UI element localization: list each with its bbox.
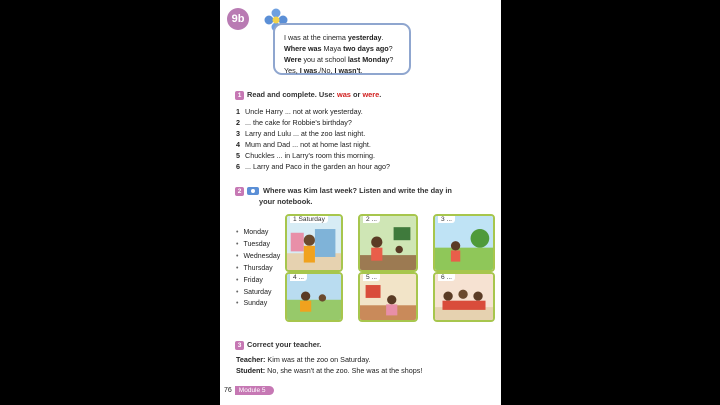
list-item: • Wednesday: [236, 252, 281, 260]
picture-1: 1 Saturday: [285, 214, 343, 272]
picture-4: 4 ...: [285, 272, 343, 322]
exercise-1-list: [236, 106, 390, 172]
list-item: • Tuesday: [236, 240, 271, 248]
school-scene-illustration: [360, 216, 416, 270]
park-scene-illustration: [435, 216, 493, 270]
list-item: 1 Uncle Harry ... not at work yesterday.: [236, 107, 363, 116]
teacher-line: Teacher: Kim was at the zoo on Saturday.: [236, 355, 371, 364]
exercise-2-title: 2 Where was Kim last week? Listen and write the day in your notebook.: [235, 186, 452, 207]
grammar-line-2: Where was Maya two days ago?: [284, 44, 393, 53]
list-item: • Monday: [236, 229, 269, 236]
dialogue: [236, 354, 422, 376]
page-footer: [224, 386, 274, 395]
audio-cd-icon: [247, 187, 259, 195]
module-label: Module 5: [235, 386, 274, 395]
lesson-badge: 9b: [227, 8, 249, 30]
exercise-1-title: 1 Read and complete. Use: was or were.: [235, 90, 381, 100]
picture-3: 3 ...: [433, 214, 495, 272]
picture-6: 6 ...: [433, 272, 495, 322]
days-list: [236, 227, 280, 310]
list-item: • Sunday: [236, 300, 268, 308]
grammar-line-4: Yes, I was./No, I wasn't.: [284, 66, 363, 75]
list-item: 3 Larry and Lulu ... at the zoo last night.: [236, 129, 366, 138]
list-item: 4 Mum and Dad ... not at home last night.: [236, 140, 371, 149]
list-item: 2 ... the cake for Robbie's birthday?: [236, 118, 352, 127]
page-number: 76: [224, 387, 232, 394]
grammar-line-1: I was at the cinema yesterday.: [284, 33, 384, 42]
picture-5: 5 ...: [358, 272, 418, 322]
grammar-line-3: Were you at school last Monday?: [284, 55, 394, 64]
textbook-page: [220, 0, 501, 405]
picture-2: 2 ...: [358, 214, 418, 272]
list-item: 5 Chuckles ... in Larry's room this morning.: [236, 151, 375, 160]
list-item: • Friday: [236, 276, 263, 284]
student-line: Student: No, she wasn't at the zoo. She was at the shops!: [236, 366, 423, 375]
shop-scene-illustration: [287, 216, 341, 270]
list-item: • Thursday: [236, 264, 273, 272]
list-item: 6 ... Larry and Paco in the garden an hour ago?: [236, 162, 391, 171]
exercise-3-title: 3 Correct your teacher.: [235, 340, 321, 350]
grammar-box: [273, 23, 411, 75]
list-item: • Saturday: [236, 288, 272, 296]
